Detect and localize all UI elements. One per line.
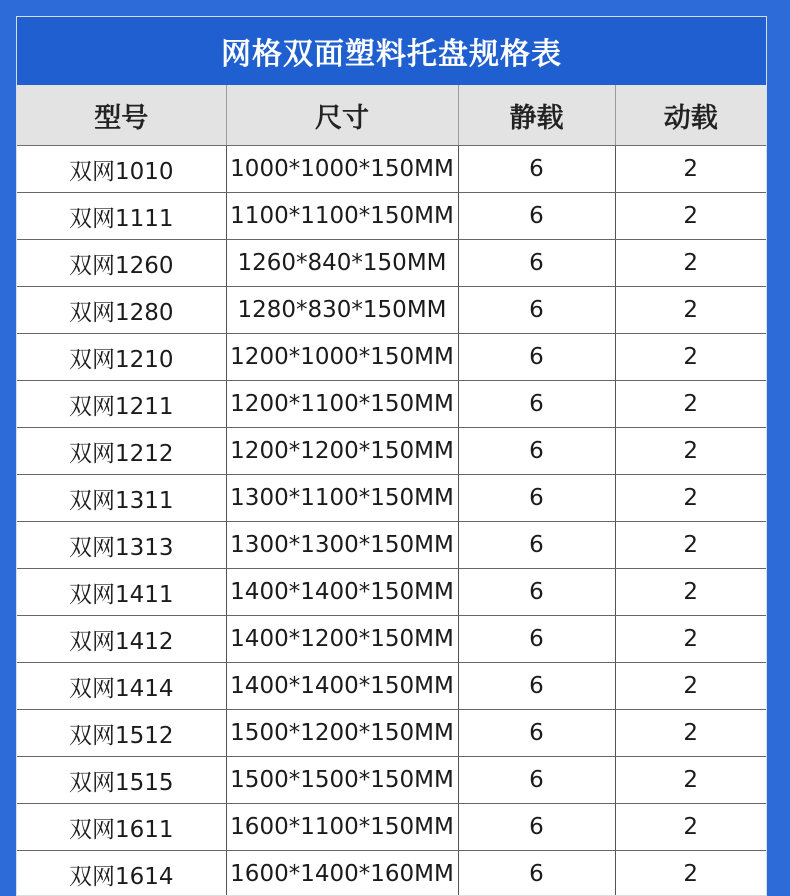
cell-static-load: 6 [458,428,615,475]
cell-static-load: 6 [458,710,615,757]
table-row [17,616,766,663]
cell-static-load: 6 [458,475,615,522]
cell-dynamic-load: 2 [615,428,766,475]
cell-model: 双网1412 [17,616,226,663]
cell-static-load: 6 [458,851,615,896]
cell-static-load: 6 [458,334,615,381]
cell-static-load: 6 [458,146,615,193]
cell-size: 1200*1200*150MM [226,428,458,475]
cell-size: 1100*1100*150MM [226,193,458,240]
spec-table-card [16,16,767,896]
cell-static-load: 6 [458,569,615,616]
header-model: 型号 [17,85,226,146]
cell-model: 双网1512 [17,710,226,757]
cell-model: 双网1111 [17,193,226,240]
table-row [17,146,766,193]
table-title: 网格双面塑料托盘规格表 [17,17,766,85]
cell-size: 1200*1000*150MM [226,334,458,381]
cell-dynamic-load: 2 [615,334,766,381]
cell-model: 双网1212 [17,428,226,475]
cell-model: 双网1010 [17,146,226,193]
table-row [17,663,766,710]
header-size: 尺寸 [226,85,458,146]
cell-dynamic-load: 2 [615,804,766,851]
cell-model: 双网1611 [17,804,226,851]
cell-static-load: 6 [458,240,615,287]
cell-static-load: 6 [458,522,615,569]
cell-static-load: 6 [458,287,615,334]
cell-static-load: 6 [458,663,615,710]
cell-model: 双网1311 [17,475,226,522]
table-row [17,522,766,569]
spec-table [17,85,766,896]
cell-dynamic-load: 2 [615,569,766,616]
cell-dynamic-load: 2 [615,287,766,334]
cell-static-load: 6 [458,193,615,240]
table-row [17,240,766,287]
cell-dynamic-load: 2 [615,146,766,193]
cell-dynamic-load: 2 [615,240,766,287]
table-row [17,569,766,616]
cell-dynamic-load: 2 [615,710,766,757]
table-row [17,193,766,240]
cell-model: 双网1260 [17,240,226,287]
cell-dynamic-load: 2 [615,193,766,240]
cell-size: 1500*1200*150MM [226,710,458,757]
cell-model: 双网1211 [17,381,226,428]
table-row [17,804,766,851]
cell-static-load: 6 [458,381,615,428]
cell-size: 1300*1100*150MM [226,475,458,522]
table-row [17,334,766,381]
cell-dynamic-load: 2 [615,381,766,428]
cell-size: 1300*1300*150MM [226,522,458,569]
cell-size: 1400*1400*150MM [226,663,458,710]
table-row [17,710,766,757]
table-row [17,851,766,896]
cell-model: 双网1614 [17,851,226,896]
cell-dynamic-load: 2 [615,522,766,569]
cell-dynamic-load: 2 [615,475,766,522]
cell-static-load: 6 [458,757,615,804]
cell-static-load: 6 [458,616,615,663]
cell-model: 双网1414 [17,663,226,710]
header-row [17,85,766,146]
cell-static-load: 6 [458,804,615,851]
cell-size: 1400*1200*150MM [226,616,458,663]
cell-dynamic-load: 2 [615,851,766,896]
cell-size: 1000*1000*150MM [226,146,458,193]
cell-dynamic-load: 2 [615,616,766,663]
cell-size: 1200*1100*150MM [226,381,458,428]
cell-dynamic-load: 2 [615,757,766,804]
cell-size: 1600*1400*160MM [226,851,458,896]
cell-model: 双网1210 [17,334,226,381]
table-row [17,287,766,334]
cell-size: 1280*830*150MM [226,287,458,334]
cell-dynamic-load: 2 [615,663,766,710]
cell-model: 双网1515 [17,757,226,804]
cell-size: 1260*840*150MM [226,240,458,287]
table-row [17,757,766,804]
table-row [17,381,766,428]
cell-model: 双网1411 [17,569,226,616]
header-static-load: 静载 [458,85,615,146]
cell-size: 1600*1100*150MM [226,804,458,851]
cell-size: 1400*1400*150MM [226,569,458,616]
header-dynamic-load: 动载 [615,85,766,146]
cell-size: 1500*1500*150MM [226,757,458,804]
cell-model: 双网1313 [17,522,226,569]
table-row [17,475,766,522]
table-row [17,428,766,475]
cell-model: 双网1280 [17,287,226,334]
